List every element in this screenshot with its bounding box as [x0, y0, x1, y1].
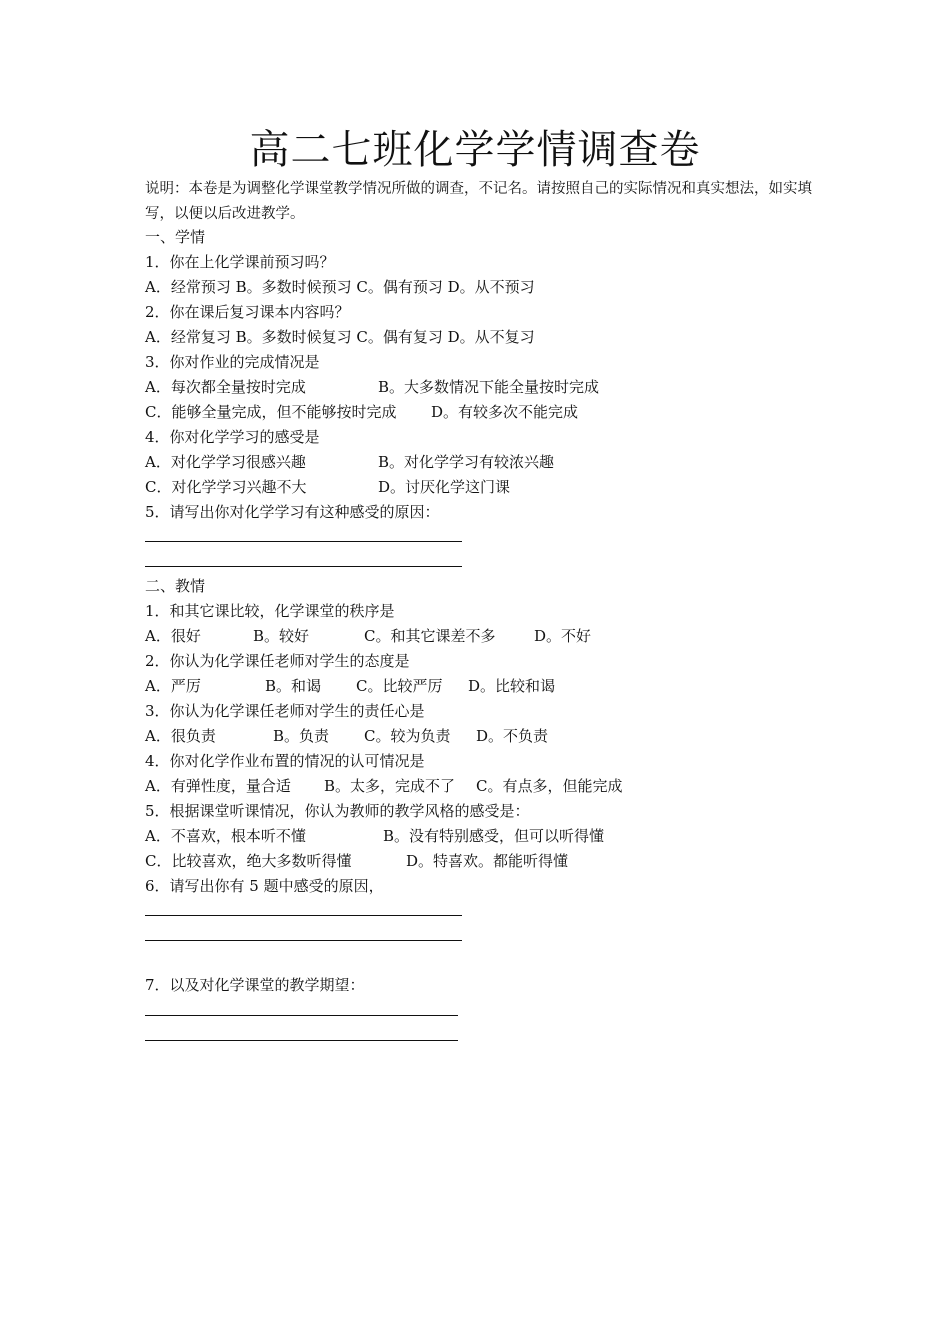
question-2-7: 7．以及对化学课堂的教学期望： [145, 976, 365, 994]
question-2-1: 1．和其它课比较，化学课堂的秩序是 [145, 602, 395, 620]
option-a: A．不喜欢，根本听不懂 [145, 827, 306, 845]
option-c: C．能够全量完成，但不能够按时完成 [145, 403, 397, 421]
answer-line[interactable] [145, 1040, 458, 1041]
option-a: A．有弹性度，量合适 [145, 777, 291, 795]
option-c: C。有点多，但能完成 [476, 777, 623, 795]
question-1-5: 5．请写出你对化学学习有这种感受的原因： [145, 503, 440, 521]
question-2-5: 5．根据课堂听课情况，你认为教师的教学风格的感受是： [145, 802, 530, 820]
option-d: D。不好 [534, 627, 592, 645]
option-b: B。对化学学习有较浓兴趣 [378, 453, 555, 471]
answer-line[interactable] [145, 541, 462, 542]
option-d: D。特喜欢。都能听得懂 [406, 852, 569, 870]
option-a: A．每次都全量按时完成 [145, 378, 306, 396]
option-d: D。不负责 [476, 727, 549, 745]
question-1-2-options: A．经常复习 B。多数时候复习 C。偶有复习 D。从不复习 [145, 328, 535, 346]
option-a: A．对化学学习很感兴趣 [145, 453, 306, 471]
option-c: C。和其它课差不多 [364, 627, 496, 645]
question-1-3: 3．你对作业的完成情况是 [145, 353, 320, 371]
question-2-4: 4．你对化学作业布置的情况的认可情况是 [145, 752, 425, 770]
section-heading-teaching: 二、教情 [145, 577, 206, 595]
option-d: D。讨厌化学这门课 [378, 478, 511, 496]
option-c: C。较为负责 [364, 727, 451, 745]
answer-line[interactable] [145, 915, 462, 916]
answer-line[interactable] [145, 566, 462, 567]
question-1-1-options: A．经常预习 B。多数时候预习 C。偶有预习 D。从不预习 [145, 278, 535, 296]
page-title: 高二七班化学学情调查卷 [249, 127, 701, 173]
option-d: D。比较和谒 [468, 677, 556, 695]
option-b: B。没有特别感受，但可以听得懂 [383, 827, 605, 845]
answer-line[interactable] [145, 1015, 458, 1016]
answer-line[interactable] [145, 940, 462, 941]
option-c: C。比较严厉 [356, 677, 443, 695]
question-2-2: 2．你认为化学课任老师对学生的态度是 [145, 652, 410, 670]
option-a: A．很负责 [145, 727, 216, 745]
option-d: D。有较多次不能完成 [431, 403, 579, 421]
option-b: B。和谒 [265, 677, 322, 695]
option-b: B。大多数情况下能全量按时完成 [378, 378, 600, 396]
option-c: C．比较喜欢，绝大多数听得懂 [145, 852, 352, 870]
option-c: C．对化学学习兴趣不大 [145, 478, 307, 496]
question-2-6: 6．请写出你有 5 题中感受的原因， [145, 877, 384, 895]
instructions: 说明：本卷是为调整化学课堂教学情况所做的调查，不记名。请按照自己的实际情况和真实想法，如实填写，以便以后改进教学。 [145, 181, 812, 222]
question-1-4: 4．你对化学学习的感受是 [145, 428, 320, 446]
question-2-3: 3．你认为化学课任老师对学生的责任心是 [145, 702, 425, 720]
option-b: B。较好 [253, 627, 310, 645]
option-a: A．严厉 [145, 677, 201, 695]
section-heading-learning: 一、学情 [145, 228, 206, 246]
option-a: A．很好 [145, 627, 201, 645]
option-b: B。太多，完成不了 [324, 777, 456, 795]
option-b: B。负责 [273, 727, 330, 745]
question-1-1: 1．你在上化学课前预习吗？ [145, 253, 335, 271]
question-1-2: 2．你在课后复习课本内容吗？ [145, 303, 350, 321]
